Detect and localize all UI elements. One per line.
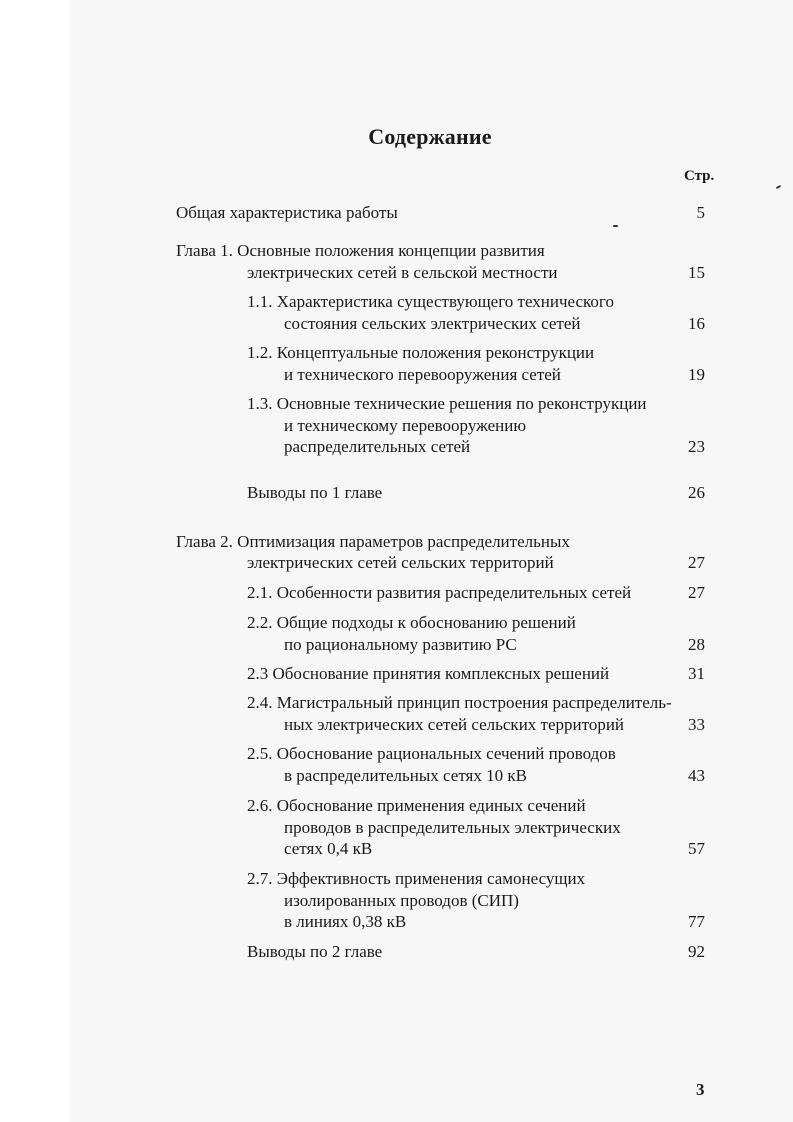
toc-entry-line: 2.4. Магистральный принцип построения распределитель- xyxy=(247,693,672,712)
toc-entry-line: Глава 1. Основные положения концепции развития xyxy=(176,241,545,260)
toc-entry-line: 1.3. Основные технические решения по реконструкции xyxy=(247,394,647,413)
toc-entry-line: распределительных сетей xyxy=(284,437,471,456)
toc-entry-line: электрических сетей сельских территорий xyxy=(247,553,554,572)
toc-entry-line: и технического перевооружения сетей xyxy=(284,365,561,384)
toc-entry-page: 16 xyxy=(688,314,705,333)
toc-entry-line: изолированных проводов (СИП) xyxy=(284,891,519,910)
toc-entry-page: 5 xyxy=(696,203,705,222)
toc-entry-page: 26 xyxy=(688,483,705,502)
toc-entry-page: 57 xyxy=(688,839,705,858)
toc-entry-line: 2.2. Общие подходы к обоснованию решений xyxy=(247,613,576,632)
toc-entry-line: Общая характеристика работы xyxy=(176,203,398,222)
toc-entry-page: 27 xyxy=(688,583,705,602)
page-title: Содержание xyxy=(368,124,492,149)
toc-entry-line: 2.1. Особенности развития распределительных сетей xyxy=(247,583,632,602)
page-number: 3 xyxy=(696,1080,705,1099)
toc-entry-line: 1.1. Характеристика существующего технического xyxy=(247,292,614,311)
toc-entry-line: Выводы по 2 главе xyxy=(247,942,383,961)
toc-entry-line: 2.7. Эффективность применения самонесущих xyxy=(247,869,586,888)
toc-entry-page: 23 xyxy=(688,437,705,456)
toc-entry-line: 1.2. Концептуальные положения реконструкции xyxy=(247,343,595,362)
toc-entry-page: 27 xyxy=(688,553,705,572)
pages-column-header: Стр. xyxy=(684,168,715,184)
toc-entry-line: Выводы по 1 главе xyxy=(247,483,383,502)
toc-entry-page: 77 xyxy=(688,912,705,931)
toc-entry-line: 2.5. Обоснование рациональных сечений проводов xyxy=(247,744,616,763)
toc-entry-line: проводов в распределительных электрических xyxy=(284,818,621,837)
toc-entry-line: и техническому перевооружению xyxy=(284,416,527,435)
toc-entry-line: состояния сельских электрических сетей xyxy=(284,314,581,333)
toc-entry-line: сетях 0,4 кВ xyxy=(284,839,373,858)
scan-speck xyxy=(613,225,618,227)
toc-entry-page: 31 xyxy=(688,664,705,683)
toc-entry-page: 28 xyxy=(688,635,705,654)
toc-entry-line: по рациональному развитию РС xyxy=(284,635,517,654)
toc-entry-page: 92 xyxy=(688,942,705,961)
toc-entry-line: Глава 2. Оптимизация параметров распределительных xyxy=(176,532,570,551)
toc-entry-page: 15 xyxy=(688,263,705,282)
toc-entry-line: 2.6. Обоснование применения единых сечений xyxy=(247,796,586,815)
toc-entry-line: ных электрических сетей сельских территорий xyxy=(284,715,625,734)
toc-entry-line: в распределительных сетях 10 кВ xyxy=(284,766,527,785)
toc-entry-page: 43 xyxy=(688,766,705,785)
toc-entry-line: электрических сетей в сельской местности xyxy=(247,263,558,282)
toc-entry-line: в линиях 0,38 кВ xyxy=(284,912,407,931)
toc-entry-line: 2.3 Обоснование принятия комплексных решений xyxy=(247,664,610,683)
toc-entry-page: 19 xyxy=(688,365,705,384)
toc-entry-page: 33 xyxy=(688,715,705,734)
